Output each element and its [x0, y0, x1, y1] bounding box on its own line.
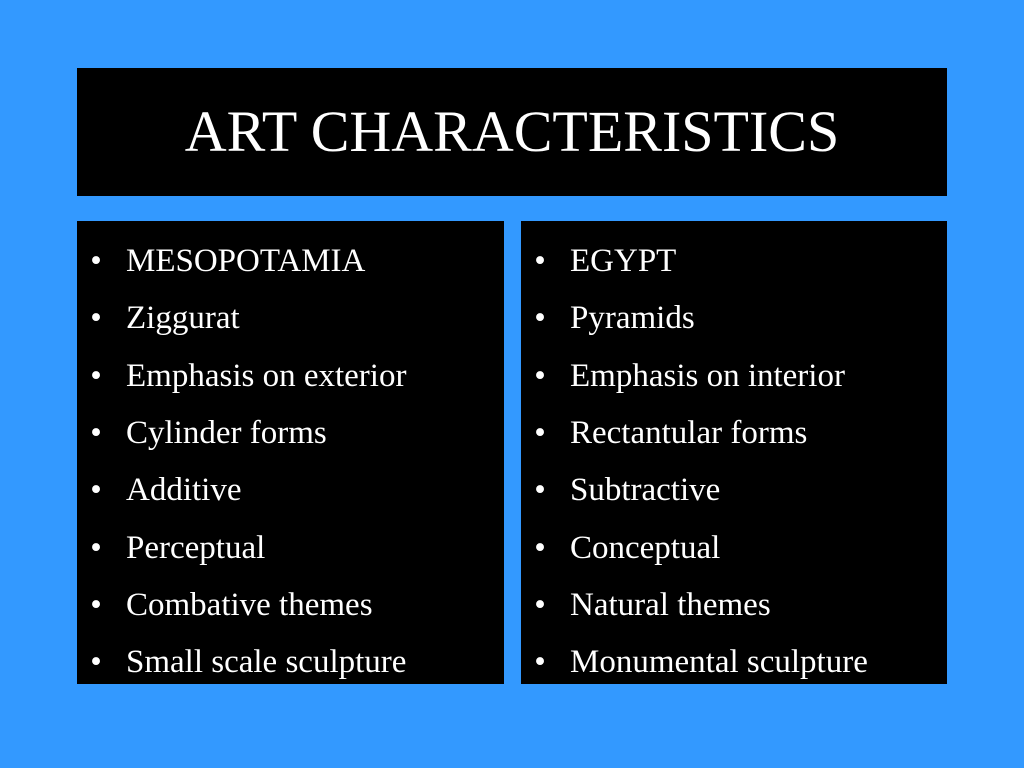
list-item: [77, 634, 504, 691]
list-item: [521, 462, 947, 519]
bullet-icon: •: [90, 300, 102, 337]
bullet-icon: •: [90, 586, 102, 623]
list-item-text: Perceptual: [126, 529, 266, 566]
bullet-icon: •: [534, 357, 546, 394]
list-item-text: Additive: [126, 472, 242, 509]
list-item-text: Emphasis on exterior: [126, 357, 407, 394]
list-item: [521, 290, 947, 347]
list-item: [521, 519, 947, 576]
list-item-text: Pyramids: [570, 300, 695, 337]
list-item: [521, 405, 947, 462]
bullet-icon: •: [90, 529, 102, 566]
list-item-text: EGYPT: [570, 243, 677, 280]
left-column-box: [77, 221, 504, 684]
bullet-icon: •: [90, 644, 102, 681]
list-item-text: Subtractive: [570, 472, 721, 509]
bullet-icon: •: [90, 415, 102, 452]
list-item: [521, 577, 947, 634]
list-item-text: Conceptual: [570, 529, 721, 566]
list-item: [77, 348, 504, 405]
list-item: [77, 519, 504, 576]
list-item: [521, 634, 947, 691]
bullet-icon: •: [534, 644, 546, 681]
bullet-icon: •: [534, 243, 546, 280]
list-item: [77, 233, 504, 290]
list-item-text: Natural themes: [570, 586, 771, 623]
bullet-icon: •: [90, 243, 102, 280]
left-bullet-list: [77, 233, 504, 691]
bullet-icon: •: [90, 357, 102, 394]
list-item-text: Combative themes: [126, 586, 373, 623]
list-item: [521, 233, 947, 290]
list-item: [77, 462, 504, 519]
list-item: [77, 290, 504, 347]
list-item-text: Small scale sculpture: [126, 644, 407, 681]
bullet-icon: •: [534, 300, 546, 337]
list-item-text: Ziggurat: [126, 300, 240, 337]
list-item-text: Rectantular forms: [570, 415, 808, 452]
list-item: [521, 348, 947, 405]
bullet-icon: •: [534, 415, 546, 452]
right-column-box: [521, 221, 947, 684]
list-item-text: Monumental sculpture: [570, 644, 868, 681]
slide-title: ART CHARACTERISTICS: [184, 99, 840, 164]
list-item-text: Cylinder forms: [126, 415, 327, 452]
bullet-icon: •: [534, 529, 546, 566]
list-item-text: Emphasis on interior: [570, 357, 845, 394]
bullet-icon: •: [534, 472, 546, 509]
list-item-text: MESOPOTAMIA: [126, 243, 366, 280]
bullet-icon: •: [90, 472, 102, 509]
right-bullet-list: [521, 233, 947, 691]
list-item: [77, 405, 504, 462]
title-box: [77, 68, 947, 196]
bullet-icon: •: [534, 586, 546, 623]
list-item: [77, 577, 504, 634]
